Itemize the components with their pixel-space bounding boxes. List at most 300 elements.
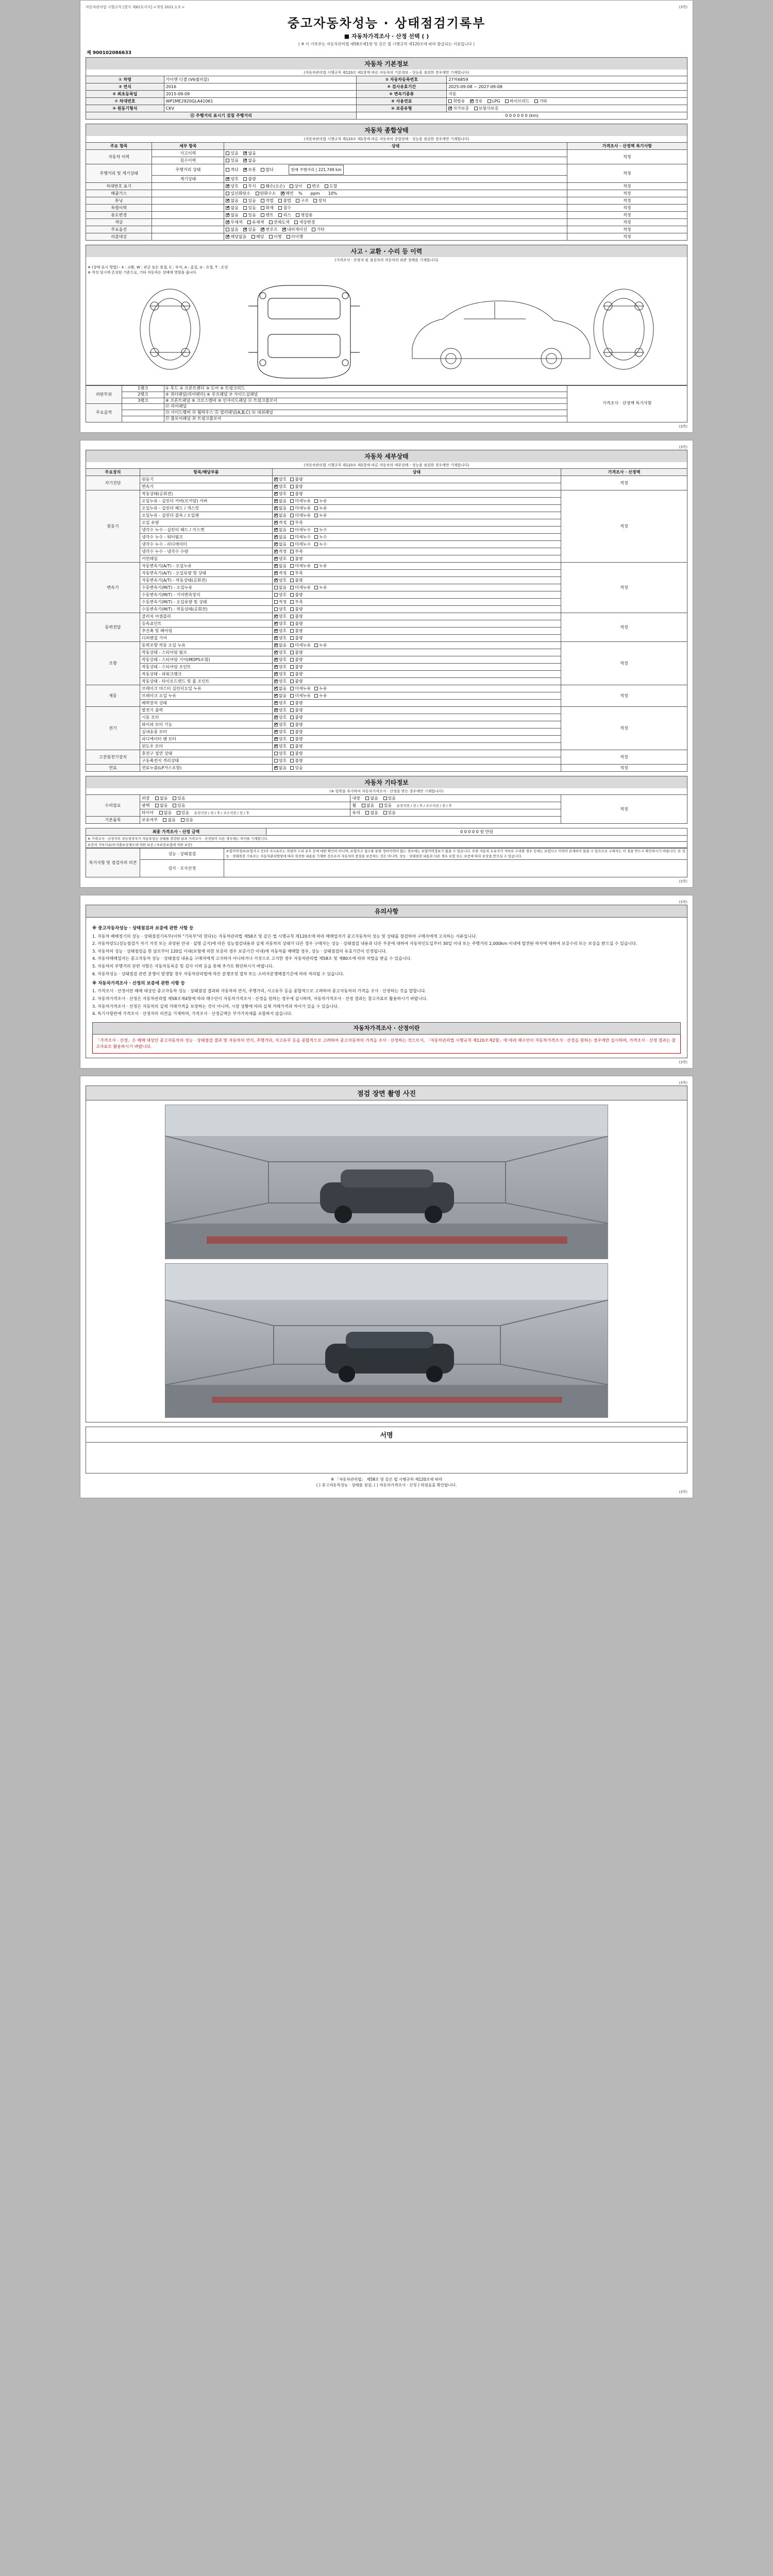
fuel-option-gasoline[interactable]: 휘발유	[448, 98, 465, 104]
checkbox-불량[interactable]: 불량	[290, 491, 303, 497]
rank-2-label: 2랭크	[122, 392, 164, 398]
detail-state	[272, 649, 561, 656]
checkbox-누유[interactable]: 누유	[314, 585, 327, 590]
checkbox-불량[interactable]: 불량	[290, 758, 303, 764]
detail-price-remark: 적정	[561, 685, 687, 706]
color-full-repaint[interactable]: 전체도색	[269, 219, 290, 225]
checkbox-양호[interactable]: ✔ 양호	[274, 736, 287, 742]
checkbox-양호[interactable]: 양호	[274, 592, 287, 598]
checkbox-없음[interactable]: ✔ 없음	[274, 765, 287, 771]
item-tuning	[152, 197, 224, 205]
page-footer-2: (3쪽)	[679, 879, 687, 884]
checkbox-양호[interactable]: ✔ 양호	[274, 657, 287, 663]
detail-item: 작동상태(공회전)	[140, 490, 273, 497]
table-row	[86, 706, 687, 714]
detail-item: 등속죠인트	[140, 620, 273, 627]
group-history: 자동차 이력	[86, 150, 152, 164]
group-tuning: 튜닝	[86, 197, 152, 205]
value-car-name: 카이엔 디젤 (V6퀼러블)	[164, 76, 356, 83]
emission-smoke[interactable]: ✔ 매연	[281, 191, 293, 196]
value-plate-no: 27허6859	[447, 76, 687, 83]
remark-special: 적정	[567, 205, 687, 212]
glass-none[interactable]: 없음	[365, 810, 378, 816]
fuel-option-hybrid[interactable]: 하이브리드	[505, 98, 530, 104]
checkbox-불량[interactable]: 불량	[290, 628, 303, 634]
warranty-option-self[interactable]: ✔ 자가보증	[448, 106, 469, 111]
option-navigation[interactable]: ✔ 내비게이션	[282, 227, 307, 232]
warranty-option-insurance[interactable]: 보험사보증	[474, 106, 499, 111]
checkbox-누유[interactable]: 누유	[314, 513, 327, 518]
detail-price-remark: 적정	[561, 750, 687, 764]
table-row	[86, 476, 687, 483]
detail-item: 냉각수 누수 - 냉각수 수량	[140, 548, 273, 555]
detail-group-2: 변속기	[86, 562, 140, 613]
checkbox-미세누수[interactable]: 미세누수	[290, 534, 311, 540]
checkbox-누유[interactable]: 누유	[314, 686, 327, 691]
checkbox-부족[interactable]: 부족	[290, 570, 303, 576]
fuel-option-lpg[interactable]: LPG	[488, 99, 500, 104]
remark-usage: 적정	[567, 212, 687, 219]
table-header-row	[86, 143, 687, 150]
checkbox-누수[interactable]: 누수	[314, 527, 327, 533]
checkbox-양호[interactable]: ✔ 양호	[274, 743, 287, 749]
tuning-device[interactable]: 장치	[313, 198, 326, 204]
state-gauge	[224, 176, 567, 183]
inspection-photo-2[interactable]	[165, 1263, 608, 1418]
detail-item: 시동 모터	[140, 714, 273, 721]
accident-no[interactable]: ✔ 없음	[243, 150, 256, 156]
vin-different[interactable]: 상이	[290, 183, 302, 189]
detail-item: 브레이크 오일 누유	[140, 692, 273, 699]
mileage-normal[interactable]: ✔ 보통	[243, 167, 256, 173]
checkbox-양호[interactable]: ✔ 양호	[274, 484, 287, 489]
signature-title: 서명	[86, 1427, 687, 1443]
checkbox-불량[interactable]: 불량	[290, 664, 303, 670]
checkbox-누유[interactable]: 누유	[314, 693, 327, 699]
checkbox-미세누유[interactable]: 미세누유	[290, 563, 311, 569]
notice-item: 2. 자동차가격조사 · 산정은 자동차관리법 제58조제4항에 따라 매수인이 자동차가격조사 · 산정을 원하는 경우에 실시하며, 자동차가격조사 · 산정 결과는 참고자료로 활용하시기 바랍니다.	[92, 996, 428, 1002]
detail-item: 냉각수 누수 - 라디에이터	[140, 540, 273, 548]
item-vin-mark	[152, 183, 224, 190]
checkbox-양호[interactable]: ✔ 양호	[274, 477, 287, 482]
detail-body	[86, 476, 687, 771]
group-emission: 배출가스	[86, 190, 152, 197]
usage-business[interactable]: 영업용	[296, 212, 312, 218]
fuel-option-diesel[interactable]: ✔ 경유	[470, 98, 482, 104]
table-row	[86, 764, 687, 771]
mileage-low[interactable]: 적다	[226, 167, 238, 173]
checkbox-누유[interactable]: 누유	[314, 642, 327, 648]
detail-item: 배력장치 상태	[140, 699, 273, 706]
checkbox-없음[interactable]: ✔ 없음	[274, 642, 287, 648]
option-yes[interactable]: ✔ 있음	[243, 227, 256, 232]
detail-item: 오일누유 - 실린더 블록 / 오일팬	[140, 512, 273, 519]
checkbox-불량[interactable]: 불량	[290, 606, 303, 612]
col-condition: 상태	[272, 468, 561, 476]
wheel-yes[interactable]: 있음	[379, 803, 392, 808]
glass-yes[interactable]: 있음	[383, 810, 396, 816]
checkbox-불량[interactable]: 불량	[290, 679, 303, 684]
detail-item: 자동변속기(A/T) - 작동상태(공회전)	[140, 577, 273, 584]
basic-yes[interactable]: 있음	[181, 817, 193, 823]
checkbox-양호[interactable]: ✔ 양호	[274, 700, 287, 706]
wheel-none[interactable]: 없음	[362, 803, 374, 808]
checkbox-양호[interactable]: ✔ 양호	[274, 578, 287, 583]
detail-state	[272, 548, 561, 555]
recall-na[interactable]: ✔ 해당없음	[226, 234, 246, 240]
page-number-3: (3쪽)	[679, 900, 687, 905]
checkbox-없음[interactable]: ✔ 없음	[274, 527, 287, 533]
remark-history: 적정	[567, 150, 687, 164]
gauge-good[interactable]: ✔ 양호	[226, 176, 238, 182]
checkbox-적정[interactable]: 적정	[274, 599, 287, 605]
detail-item: 윈도우 모터	[140, 742, 273, 750]
color-chromatic[interactable]: 유채색	[247, 219, 264, 225]
usage-none[interactable]: ✔ 없음	[226, 212, 238, 218]
value-vin: WP1ME2920GLA41061	[164, 98, 356, 105]
tuning-illegal[interactable]: 불법	[278, 198, 291, 204]
checkbox-양호[interactable]: ✔ 양호	[274, 729, 287, 735]
other-remark: 적정	[561, 794, 687, 823]
value-transmission: 자동	[447, 91, 687, 98]
tuning-legal[interactable]: 적법	[261, 198, 273, 204]
checkbox-없음[interactable]: ✔ 없음	[274, 534, 287, 540]
checkbox-불량[interactable]: 불량	[290, 722, 303, 727]
tire-yes[interactable]: 있음	[177, 810, 189, 816]
detail-item: 수동변속기(M/T) - 오일누유	[140, 584, 273, 591]
section-overall-title: 자동차 종합상태	[86, 124, 687, 136]
checkbox-불량[interactable]: 불량	[290, 556, 303, 562]
signature-footnote-1: ※ 「자동차관리법」 제58조 및 같은 법 시행규칙 제120조에 따라	[330, 1477, 443, 1482]
checkbox-없음[interactable]: ✔ 없음	[274, 693, 287, 699]
signature-area[interactable]	[86, 1443, 687, 1473]
car-diagram-svg	[88, 275, 685, 383]
checkbox-불량[interactable]: 불량	[290, 707, 303, 713]
item-color	[152, 219, 224, 226]
polish-yes[interactable]: 있음	[173, 803, 185, 808]
checkbox-미세누유[interactable]: 미세누유	[290, 498, 311, 504]
checkbox-불량[interactable]: 불량	[290, 621, 303, 626]
checkbox-불량[interactable]: 불량	[290, 614, 303, 619]
checkbox-누유[interactable]: 누유	[314, 498, 327, 504]
document-subnote: ( ※ 이 기록부는 자동차관리법 제58조제1항 및 같은 법 시행규칙 제120조에 따라 발급되는 서류입니다 )	[298, 42, 475, 46]
checkbox-없음[interactable]: ✔ 없음	[274, 563, 287, 569]
page-footer-4: (3쪽)	[679, 1490, 687, 1495]
final-price-note-1: ※ 가격조사 · 산정자의 성능점검자가 자동차성능 상태를 점검한 날과 가격조사 · 산정일이 다른 경우에는 차이를 기재합니다.	[86, 835, 687, 841]
state-vin-mark	[224, 183, 567, 190]
checkbox-양호[interactable]: 양호	[274, 758, 287, 764]
option-sunroof[interactable]: ✔ 썬루프	[261, 227, 277, 232]
flood-yes[interactable]: 있음	[226, 158, 238, 163]
checkbox-누수[interactable]: 누수	[314, 534, 327, 540]
checkbox-없음[interactable]: ✔ 없음	[274, 513, 287, 518]
tuning-none[interactable]: ✔ 없음	[226, 198, 238, 204]
checkbox-양호[interactable]: ✔ 양호	[274, 664, 287, 670]
notice-item: 6. 자동차성능 · 상태점검 관련 분쟁이 발생할 경우 자동차관리법에 따른 분쟁조정 절차 또는 소비자분쟁해결기준에 따라 처리될 수 있습니다.	[92, 971, 344, 976]
table-row	[86, 226, 687, 233]
form-reference: 자동차관리법 시행규칙 [별지 제82호서식] <개정 2021.1.5.>	[86, 5, 185, 9]
detail-item: 오일누유 - 실린더 헤드 / 개스킷	[140, 504, 273, 512]
checkbox-불량[interactable]: 불량	[290, 715, 303, 720]
tire-none[interactable]: 없음	[159, 810, 172, 816]
label-transmission: ⑥ 변속기종류	[357, 91, 447, 98]
vin-corrosion[interactable]: 부식	[243, 183, 256, 189]
item-special	[152, 205, 224, 212]
special-yes[interactable]: 있음	[243, 205, 256, 211]
detail-price-remark: 적정	[561, 706, 687, 750]
checkbox-미세누유[interactable]: 미세누유	[290, 513, 311, 518]
repair-glass: 유리 없음 있음	[350, 809, 561, 816]
detail-state	[272, 577, 561, 584]
page-number-2: (3쪽)	[679, 445, 687, 449]
state-flood-history	[224, 157, 567, 164]
checkbox-불량[interactable]: 불량	[290, 729, 303, 735]
basic-items-have: 보유여부 없음 있음	[140, 816, 561, 823]
col-sub-item: 세부 항목	[152, 143, 224, 150]
color-achromatic[interactable]: ✔ 무채색	[226, 219, 242, 225]
frame-row-2-label	[122, 410, 164, 416]
basic-info-table	[86, 76, 687, 120]
checkbox-양호[interactable]: 양호	[274, 751, 287, 756]
item-flood-history: 침수이력	[152, 157, 224, 164]
table-row	[86, 205, 687, 212]
label-inspection-period: ④ 검사유효기간	[357, 83, 447, 91]
table-row	[86, 386, 687, 392]
recall-not-done[interactable]: 미이행	[287, 234, 303, 240]
tuning-yes[interactable]: 있음	[243, 198, 256, 204]
checkbox-미세누유[interactable]: 미세누유	[290, 585, 311, 590]
table-row	[86, 164, 687, 176]
notice-list-2	[92, 988, 681, 1016]
special-flood[interactable]: 침수	[278, 205, 291, 211]
checkbox-누유[interactable]: 누유	[314, 505, 327, 511]
label-year: ③ 연식	[86, 83, 164, 91]
checkbox-미세누수[interactable]: 미세누수	[290, 527, 311, 533]
rank-1-label: 1랭크	[122, 386, 164, 392]
checkbox-양호[interactable]: ✔ 양호	[274, 671, 287, 677]
rank-1-parts: ① 후드 ② 프론트펜더 ③ 도어 ④ 트렁크리드	[164, 386, 567, 392]
checkbox-불량[interactable]: 불량	[290, 477, 303, 482]
detail-state	[272, 641, 561, 649]
detail-item: 작동상태 - 타이로드엔드 및 볼 조인트	[140, 677, 273, 685]
detail-state	[272, 598, 561, 605]
option-etc[interactable]: 기타	[312, 227, 324, 232]
checkbox-미세누유[interactable]: 미세누유	[290, 642, 311, 648]
table-row	[86, 490, 687, 497]
state-usage-change	[224, 212, 567, 219]
checkbox-적정[interactable]: ✔ 적정	[274, 570, 287, 576]
checkbox-부족[interactable]: 부족	[290, 599, 303, 605]
accident-parts-table	[86, 385, 687, 422]
table-row	[86, 860, 687, 877]
checkbox-양호[interactable]: ✔ 양호	[274, 707, 287, 713]
checkbox-적정[interactable]: ✔ 적정	[274, 520, 287, 526]
detail-state	[272, 512, 561, 519]
vin-damage[interactable]: 훼손(오손)	[261, 183, 284, 189]
detail-state	[272, 677, 561, 685]
emission-co[interactable]: 일산화탄소	[226, 191, 250, 196]
usage-yes[interactable]: 있음	[243, 212, 256, 218]
mileage-high[interactable]: 많다	[261, 167, 273, 173]
usage-rent[interactable]: 렌트	[261, 212, 273, 218]
notice-heading-1: ※ 중고자동차성능 · 상태점검과 보증에 관한 사항 등	[92, 926, 194, 931]
checkbox-없음[interactable]: 없음	[274, 585, 287, 590]
detail-state	[272, 483, 561, 490]
detail-state	[272, 706, 561, 714]
remarks-value-1: 보험이력정보(보험사고 등)의 사고유무는 차량의 수리 유무 등에 대한 확인이 아니며, 보험사고 접수를 통한 정비이력이 없는 경우에는 보험이력정보가 없을 수 있습니다. 또한 자동차 소유자가 자비로 수리한 경우 등에는 보험사고 이력이 존재하지 않을 수 있으므로 구매자는 이 점을 반드시 확인하시기 바랍니다. 본 성능 · 상태점검 기록부는 자동차관리법령에 따라 점검한 내용을 기재한 것으로서 자동차의 품질을 보증하는 것은 아니며, 성능 · 상태점검 내용과 다른 경우 보험 또는 보증에 따라 보상을 받으실 수 있습니다.	[224, 848, 687, 860]
remark-recall: 적정	[567, 233, 687, 241]
checkbox-양호[interactable]: ✔ 양호	[274, 722, 287, 727]
checkbox-부족[interactable]: 부족	[290, 520, 303, 526]
detail-state	[272, 699, 561, 706]
detail-state	[272, 613, 561, 620]
checkbox-불량[interactable]: 불량	[290, 736, 303, 742]
checkbox-양호[interactable]: ✔ 양호	[274, 614, 287, 619]
table-row	[86, 91, 687, 98]
detail-item: 디퍼렌셜 기어	[140, 634, 273, 641]
checkbox-없음[interactable]: ✔ 없음	[274, 541, 287, 547]
checkbox-양호[interactable]: ✔ 양호	[274, 628, 287, 634]
flood-no[interactable]: ✔ 없음	[243, 158, 256, 163]
checkbox-미세누유[interactable]: 미세누유	[290, 693, 311, 699]
state-emission	[224, 190, 567, 197]
vin-good[interactable]: ✔ 양호	[226, 183, 238, 189]
value-mileage: 0 0 0 0 0 0 (km)	[357, 112, 687, 120]
checkbox-불량[interactable]: 불량	[290, 650, 303, 655]
checkbox-양호[interactable]: ✔ 양호	[274, 621, 287, 626]
checkbox-불량[interactable]: 불량	[290, 743, 303, 749]
checkbox-불량[interactable]: 불량	[290, 671, 303, 677]
special-none[interactable]: ✔ 없음	[226, 205, 238, 211]
checkbox-불량[interactable]: 불량	[290, 484, 303, 489]
interior-yes[interactable]: 있음	[383, 795, 396, 801]
table-row	[86, 613, 687, 620]
remark-emission: 적정	[567, 190, 687, 197]
vin-erased[interactable]: 도말	[325, 183, 337, 189]
detail-state	[272, 555, 561, 562]
basic-none[interactable]: 없음	[163, 817, 175, 823]
checkbox-없음[interactable]: ✔ 없음	[274, 498, 287, 504]
checkbox-없음[interactable]: ✔ 없음	[274, 686, 287, 691]
state-color	[224, 219, 567, 226]
detail-item: 수동변속기(M/T) - 작동상태(공회전)	[140, 605, 273, 613]
checkbox-양호[interactable]: ✔ 양호	[274, 635, 287, 641]
exterior-none[interactable]: 없음	[155, 795, 167, 801]
section-basic-info-note: (자동차관리법 시행규칙 제120조 제1항에 따른 자동차의 기본정보 - 성능을 점검한 경우에만 기재합니다)	[86, 70, 687, 76]
checkbox-양호[interactable]: ✔ 양호	[274, 556, 287, 562]
remarks-key-1: 성능 · 상태점검	[140, 848, 224, 860]
detail-state	[272, 591, 561, 598]
tuning-structure[interactable]: 구조	[296, 198, 308, 204]
checkbox-누유[interactable]: 누유	[314, 563, 327, 569]
detail-item: 냉각수 누수 - 워터펌프	[140, 533, 273, 540]
state-recall	[224, 233, 567, 241]
checkbox-있음[interactable]: 있음	[290, 765, 303, 771]
inspection-photo-1[interactable]	[165, 1105, 608, 1259]
gauge-bad[interactable]: 불량	[243, 176, 256, 182]
detail-item: 발전기 출력	[140, 706, 273, 714]
emission-hc[interactable]: 탄화수소	[256, 191, 276, 196]
detail-item: 추진축 및 베어링	[140, 627, 273, 634]
table-row	[86, 219, 687, 226]
recall-yes[interactable]: 해당	[251, 234, 264, 240]
detail-price-remark: 적정	[561, 613, 687, 641]
section-basic-info-title: 자동차 기본정보	[86, 57, 687, 70]
remarks-key-2: 검사 · 조사산정	[140, 860, 224, 877]
detail-price-remark: 적정	[561, 562, 687, 613]
accident-yes[interactable]: 있음	[226, 150, 238, 156]
checkbox-적정[interactable]: ✔ 적정	[274, 549, 287, 554]
checkbox-부족[interactable]: 부족	[290, 549, 303, 554]
option-none[interactable]: 없음	[226, 227, 238, 232]
usage-lease[interactable]: 리스	[278, 212, 291, 218]
checkbox-미세누수[interactable]: 미세누수	[290, 541, 311, 547]
checkbox-양호[interactable]: ✔ 양호	[274, 491, 287, 497]
item-emission	[152, 190, 224, 197]
col-state: 상태	[224, 143, 567, 150]
checkbox-양호[interactable]: 양호	[274, 606, 287, 612]
recall-done[interactable]: 이행	[269, 234, 281, 240]
detail-state	[272, 519, 561, 526]
accident-legend-2: ※ 작성 당시에 손상된 기준으로, 기타 자동차는 상태에 영향을 줍니다	[88, 270, 196, 275]
page-title: 중고자동차성능 · 상태점검기록부	[287, 16, 486, 30]
checkbox-불량[interactable]: 불량	[290, 700, 303, 706]
checkbox-불량[interactable]: 불량	[290, 635, 303, 641]
detail-state	[272, 656, 561, 663]
vin-altered[interactable]: 변조	[307, 183, 320, 189]
polish-none[interactable]: 없음	[155, 803, 167, 808]
checkbox-불량[interactable]: 불량	[290, 592, 303, 598]
checkbox-양호[interactable]: ✔ 양호	[274, 650, 287, 655]
checkbox-불량[interactable]: 불량	[290, 657, 303, 663]
checkbox-양호[interactable]: ✔ 양호	[274, 679, 287, 684]
label-first-reg: ⑤ 최초등록일	[86, 91, 164, 98]
state-special	[224, 205, 567, 212]
special-fire[interactable]: 화재	[261, 205, 273, 211]
photos-title: 점검 장면 촬영 사진	[86, 1086, 687, 1100]
remark-vin: 적정	[567, 183, 687, 190]
checkbox-누수[interactable]: 누수	[314, 541, 327, 547]
remarks-table	[86, 848, 687, 878]
detail-group-1: 원동기	[86, 490, 140, 562]
rank-3-label: 3랭크	[122, 398, 164, 404]
checkbox-미세누유[interactable]: 미세누유	[290, 686, 311, 691]
remark-options: 적정	[567, 226, 687, 233]
color-changed[interactable]: 색상변경	[294, 219, 315, 225]
fuel-option-etc[interactable]: 기타	[534, 98, 547, 104]
value-inspection-period: 2025-09-08 ~ 2027-09-08	[447, 83, 687, 91]
state-options	[224, 226, 567, 233]
table-row	[86, 685, 687, 692]
checkbox-불량[interactable]: 불량	[290, 578, 303, 583]
detail-group-8: 연료	[86, 764, 140, 771]
section-other-note: (※ 항목을 추가하여 자동차가격조사 · 산정을 받는 경우에만 기재합니다)	[86, 788, 687, 794]
checkbox-불량[interactable]: 불량	[290, 751, 303, 756]
label-engine-type: ⑨ 원동기형식	[86, 105, 164, 112]
wheel-position: 운전석전 / 전 / 후 / 조수석전 / 전 / 후	[396, 803, 452, 808]
detail-item: 자동변속기(A/T) - 오일유량 및 상태	[140, 569, 273, 577]
checkbox-미세누유[interactable]: 미세누유	[290, 505, 311, 511]
interior-none[interactable]: 없음	[365, 795, 378, 801]
checkbox-양호[interactable]: ✔ 양호	[274, 715, 287, 720]
accident-remark: 가격조사 · 산정액 특기사항	[567, 386, 687, 422]
detail-item: 작동상태 - 파워크랭크	[140, 670, 273, 677]
exterior-yes[interactable]: 있음	[173, 795, 185, 801]
group-frame: 주요골격	[86, 404, 122, 422]
checkbox-없음[interactable]: ✔ 없음	[274, 505, 287, 511]
table-row	[86, 197, 687, 205]
car-damage-diagram[interactable]	[88, 275, 685, 383]
